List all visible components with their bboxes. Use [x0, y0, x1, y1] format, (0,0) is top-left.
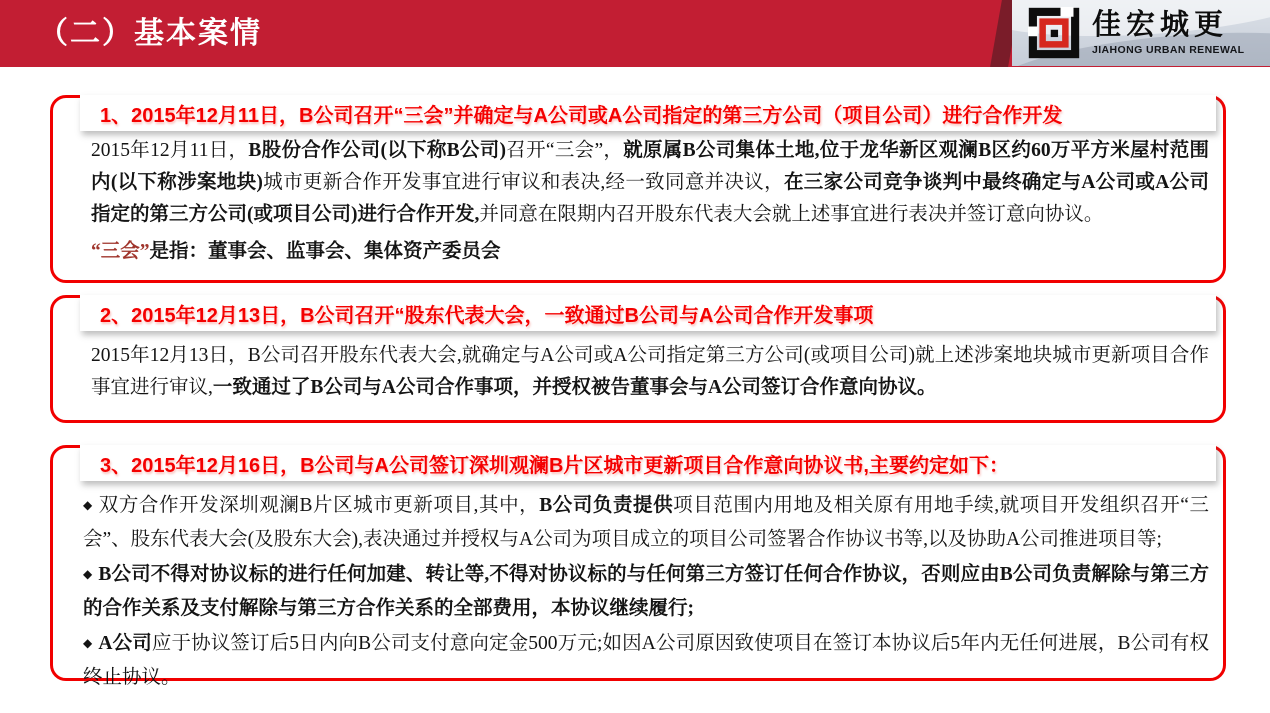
- text-run: 2015年12月13日，B公司召开股东代表大会,就确定与A公司或A公司指定第三方公司(或项目公司)就上述涉案地块城市更新项目合作事宜进行审议,: [91, 345, 1209, 398]
- section-2-header: [80, 295, 1216, 331]
- bullet-diamond-icon: ◆: [83, 498, 93, 512]
- case-sections: [50, 85, 1226, 688]
- text-run: 一致通过了B公司与A公司合作事项，并授权被告董事会与A公司签订合作意向协议。: [212, 377, 937, 398]
- text-run: 并同意在限期内召开股东代表大会就上述事宜进行表决并签订意向协议。: [479, 204, 1104, 225]
- bullet-diamond-icon: ◆: [83, 636, 93, 650]
- page-title: （二）基本案情: [38, 17, 262, 50]
- case-section-1: [50, 95, 1226, 283]
- paragraph: [91, 340, 1209, 404]
- text-run: 应于协议签订后5日内向B公司支付意向定金500万元;如因A公司原因致使项目在签订本协议后5年内无任何进展，B公司有权终止协议。: [83, 633, 1209, 688]
- section-1-header-text: 1、2015年12月11日，B公司召开“三会”并确定与A公司或A公司指定的第三方公司（项目公司）进行合作开发: [100, 104, 1063, 127]
- section-2-header-text: 2、2015年12月13日，B公司召开“股东代表大会，一致通过B公司与A公司合作开发事项: [100, 304, 874, 327]
- bullet-diamond-icon: ◆: [83, 567, 93, 581]
- jiahong-spiral-logo-icon: [1028, 7, 1080, 59]
- section-3-body: [53, 448, 1223, 695]
- text-run: 在三家公司竞争谈判中最终确定与A公司或A公司指定的第三方公司(或项目公司)进行合作开发,: [91, 172, 1209, 225]
- title-banner: [0, 0, 1270, 67]
- paragraph: [91, 236, 1209, 268]
- logo-name-cn: 佳宏城更: [1092, 8, 1229, 41]
- text-run: 项目范围内用地及相关原有用地手续,就项目开发组织召开“三会”、股东代表大会(及股东大会),表决通过并授权与A公司为项目成立的项目公司签署合作协议书等,以及协助A公司推进项目等;: [83, 495, 1209, 550]
- text-run: 城市更新合作开发事宜进行审议和表决,经一致同意并决议，: [262, 172, 784, 193]
- logo-name-en: JIAHONG URBAN RENEWAL: [1092, 43, 1245, 56]
- logo-area: [1012, 0, 1270, 66]
- paragraph: [83, 626, 1209, 695]
- text-run: B股份合作公司(以下称B公司): [248, 140, 507, 161]
- text-run: 2015年12月11日，: [91, 140, 249, 161]
- text-run: “三会”: [91, 241, 150, 262]
- logo-text: [1092, 8, 1245, 56]
- paragraph: [83, 488, 1209, 557]
- paragraph: [91, 135, 1209, 231]
- section-1-header: [80, 95, 1216, 131]
- section-3-header: [80, 445, 1216, 481]
- text-run: 召开“三会”，: [506, 140, 624, 161]
- paragraph: [83, 557, 1209, 626]
- text-run: A公司: [98, 633, 152, 654]
- case-section-3: [50, 445, 1226, 688]
- case-section-2: [50, 295, 1226, 423]
- section-3-header-text: 3、2015年12月16日，B公司与A公司签订深圳观澜B片区城市更新项目合作意向协议书,主要约定如下：: [100, 454, 1009, 477]
- text-run: B公司不得对协议标的进行任何加建、转让等,不得对协议标的与任何第三方签订任何合作协议，否则应由B公司负责解除与第三方的合作关系及支付解除与第三方合作关系的全部费用，本协议继续履行;: [83, 564, 1209, 619]
- text-run: 双方合作开发深圳观澜B片区城市更新项目,其中，: [98, 495, 540, 516]
- text-run: 是指：董事会、监事会、集体资产委员会: [149, 241, 501, 262]
- text-run: 就原属B公司集体土地,位于龙华新区观澜B区约60万平方米屋村范围内(以下称涉案地块): [91, 140, 1209, 193]
- text-run: B公司负责提供: [539, 495, 674, 516]
